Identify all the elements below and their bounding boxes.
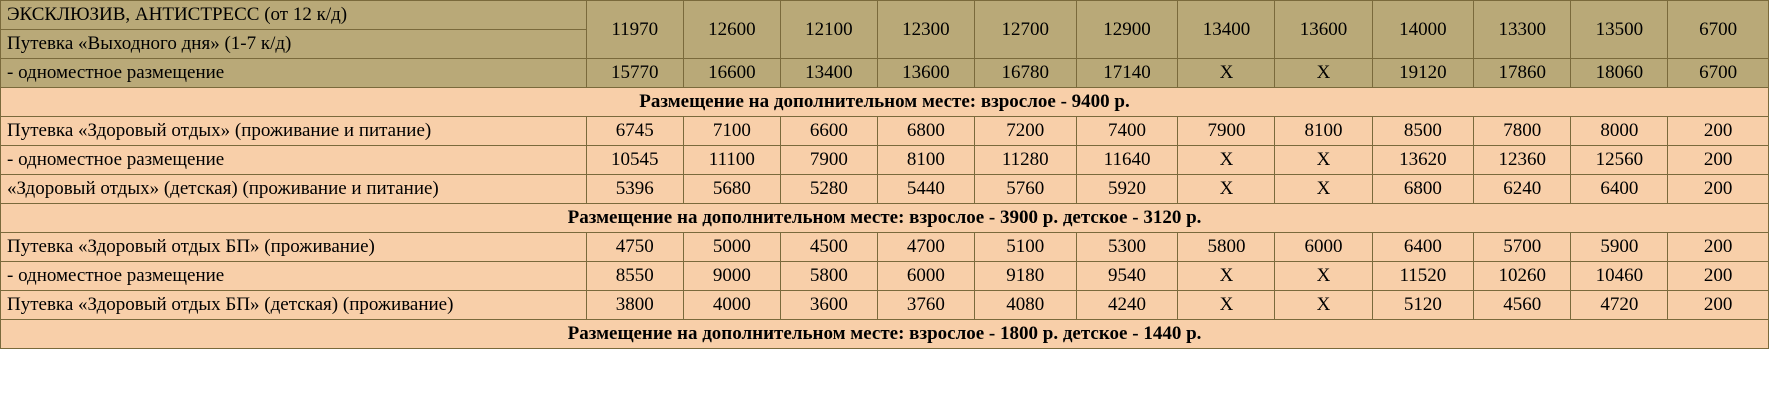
cell-value: 4560 bbox=[1474, 291, 1571, 320]
cell-value: 6800 bbox=[877, 117, 974, 146]
banner-extra-bed-3: Размещение на дополнительном месте: взрослое - 1800 р. детское - 1440 р. bbox=[1, 320, 1769, 349]
cell-value: 5000 bbox=[683, 233, 780, 262]
cell-value: 7200 bbox=[974, 117, 1076, 146]
cell-value: 11280 bbox=[974, 146, 1076, 175]
table-row bbox=[1, 320, 1769, 349]
cell-value: X bbox=[1275, 291, 1372, 320]
cell-value: 9000 bbox=[683, 262, 780, 291]
cell-value: 19120 bbox=[1372, 59, 1474, 88]
row-label-health-bp: Путевка «Здоровый отдых БП» (проживание) bbox=[1, 233, 587, 262]
cell-value: 5440 bbox=[877, 175, 974, 204]
row-label-single-3: - одноместное размещение bbox=[1, 262, 587, 291]
cell-value: 13600 bbox=[877, 59, 974, 88]
cell-value: 5760 bbox=[974, 175, 1076, 204]
table-row bbox=[1, 262, 1769, 291]
cell-value: 3600 bbox=[780, 291, 877, 320]
cell-value: X bbox=[1275, 175, 1372, 204]
cell-value: 5920 bbox=[1076, 175, 1178, 204]
cell-value: X bbox=[1178, 262, 1275, 291]
cell-value: 8100 bbox=[877, 146, 974, 175]
cell-value: 13620 bbox=[1372, 146, 1474, 175]
cell-value: 4000 bbox=[683, 291, 780, 320]
cell-value: 5900 bbox=[1571, 233, 1668, 262]
cell-value: 6000 bbox=[1275, 233, 1372, 262]
cell-value: 13400 bbox=[780, 59, 877, 88]
cell-value: 8500 bbox=[1372, 117, 1474, 146]
cell-value: 7400 bbox=[1076, 117, 1178, 146]
cell-value: 17140 bbox=[1076, 59, 1178, 88]
cell-value: X bbox=[1275, 59, 1372, 88]
cell-value: X bbox=[1178, 146, 1275, 175]
banner-extra-bed-1: Размещение на дополнительном месте: взрослое - 9400 р. bbox=[1, 88, 1769, 117]
cell-value: 12360 bbox=[1474, 146, 1571, 175]
cell-value: 6700 bbox=[1668, 59, 1769, 88]
row-label-weekend: Путевка «Выходного дня» (1-7 к/д) bbox=[1, 30, 587, 59]
cell-value: 200 bbox=[1668, 233, 1769, 262]
cell-value: 7900 bbox=[1178, 117, 1275, 146]
cell-value: 200 bbox=[1668, 146, 1769, 175]
cell-value: X bbox=[1275, 146, 1372, 175]
cell-value: 11970 bbox=[586, 1, 683, 59]
cell-value: 12300 bbox=[877, 1, 974, 59]
cell-value: 10260 bbox=[1474, 262, 1571, 291]
cell-value: 18060 bbox=[1571, 59, 1668, 88]
cell-value: 4500 bbox=[780, 233, 877, 262]
cell-value: 6745 bbox=[586, 117, 683, 146]
cell-value: X bbox=[1275, 262, 1372, 291]
cell-value: 6400 bbox=[1372, 233, 1474, 262]
table-row bbox=[1, 59, 1769, 88]
cell-value: 200 bbox=[1668, 262, 1769, 291]
cell-value: 12700 bbox=[974, 1, 1076, 59]
cell-value: 9180 bbox=[974, 262, 1076, 291]
cell-value: 4750 bbox=[586, 233, 683, 262]
cell-value: 7800 bbox=[1474, 117, 1571, 146]
cell-value: 6000 bbox=[877, 262, 974, 291]
cell-value: 8000 bbox=[1571, 117, 1668, 146]
cell-value: 11640 bbox=[1076, 146, 1178, 175]
row-label-single-1: - одноместное размещение bbox=[1, 59, 587, 88]
row-label-health-rest-child: «Здоровый отдых» (детская) (проживание и питание) bbox=[1, 175, 587, 204]
row-label-exclusive: ЭКСКЛЮЗИВ, АНТИСТРЕСС (от 12 к/д) bbox=[1, 1, 587, 30]
table-row bbox=[1, 204, 1769, 233]
cell-value: 10545 bbox=[586, 146, 683, 175]
cell-value: 6400 bbox=[1571, 175, 1668, 204]
cell-value: 10460 bbox=[1571, 262, 1668, 291]
cell-value: 6700 bbox=[1668, 1, 1769, 59]
cell-value: 4080 bbox=[974, 291, 1076, 320]
cell-value: 16780 bbox=[974, 59, 1076, 88]
row-label-single-2: - одноместное размещение bbox=[1, 146, 587, 175]
cell-value: 12100 bbox=[780, 1, 877, 59]
table-row bbox=[1, 117, 1769, 146]
cell-value: 5100 bbox=[974, 233, 1076, 262]
cell-value: 12900 bbox=[1076, 1, 1178, 59]
cell-value: 200 bbox=[1668, 291, 1769, 320]
cell-value: 7900 bbox=[780, 146, 877, 175]
cell-value: 4240 bbox=[1076, 291, 1178, 320]
row-label-health-rest: Путевка «Здоровый отдых» (проживание и питание) bbox=[1, 117, 587, 146]
table-row bbox=[1, 146, 1769, 175]
cell-value: 3760 bbox=[877, 291, 974, 320]
cell-value: 9540 bbox=[1076, 262, 1178, 291]
banner-extra-bed-2: Размещение на дополнительном месте: взрослое - 3900 р. детское - 3120 р. bbox=[1, 204, 1769, 233]
cell-value: X bbox=[1178, 175, 1275, 204]
table-row bbox=[1, 1, 1769, 30]
row-label-health-bp-child: Путевка «Здоровый отдых БП» (детская) (проживание) bbox=[1, 291, 587, 320]
cell-value: X bbox=[1178, 59, 1275, 88]
cell-value: 12600 bbox=[683, 1, 780, 59]
cell-value: 6800 bbox=[1372, 175, 1474, 204]
cell-value: 11100 bbox=[683, 146, 780, 175]
cell-value: 5280 bbox=[780, 175, 877, 204]
table-row bbox=[1, 291, 1769, 320]
table-row bbox=[1, 88, 1769, 117]
cell-value: 200 bbox=[1668, 175, 1769, 204]
cell-value: 17860 bbox=[1474, 59, 1571, 88]
cell-value: 3800 bbox=[586, 291, 683, 320]
cell-value: 16600 bbox=[683, 59, 780, 88]
cell-value: 5396 bbox=[586, 175, 683, 204]
cell-value: 15770 bbox=[586, 59, 683, 88]
table-row bbox=[1, 175, 1769, 204]
cell-value: 5700 bbox=[1474, 233, 1571, 262]
cell-value: 5800 bbox=[780, 262, 877, 291]
cell-value: 5120 bbox=[1372, 291, 1474, 320]
cell-value: 7100 bbox=[683, 117, 780, 146]
cell-value: 6240 bbox=[1474, 175, 1571, 204]
cell-value: 11520 bbox=[1372, 262, 1474, 291]
cell-value: 13500 bbox=[1571, 1, 1668, 59]
cell-value: 5800 bbox=[1178, 233, 1275, 262]
table-row bbox=[1, 233, 1769, 262]
price-table-body bbox=[1, 1, 1769, 349]
cell-value: 4720 bbox=[1571, 291, 1668, 320]
cell-value: 5300 bbox=[1076, 233, 1178, 262]
cell-value: 13400 bbox=[1178, 1, 1275, 59]
cell-value: 4700 bbox=[877, 233, 974, 262]
cell-value: 5680 bbox=[683, 175, 780, 204]
cell-value: 13300 bbox=[1474, 1, 1571, 59]
cell-value: 13600 bbox=[1275, 1, 1372, 59]
cell-value: 14000 bbox=[1372, 1, 1474, 59]
cell-value: 8100 bbox=[1275, 117, 1372, 146]
cell-value: 6600 bbox=[780, 117, 877, 146]
cell-value: X bbox=[1178, 291, 1275, 320]
cell-value: 200 bbox=[1668, 117, 1769, 146]
cell-value: 12560 bbox=[1571, 146, 1668, 175]
cell-value: 8550 bbox=[586, 262, 683, 291]
